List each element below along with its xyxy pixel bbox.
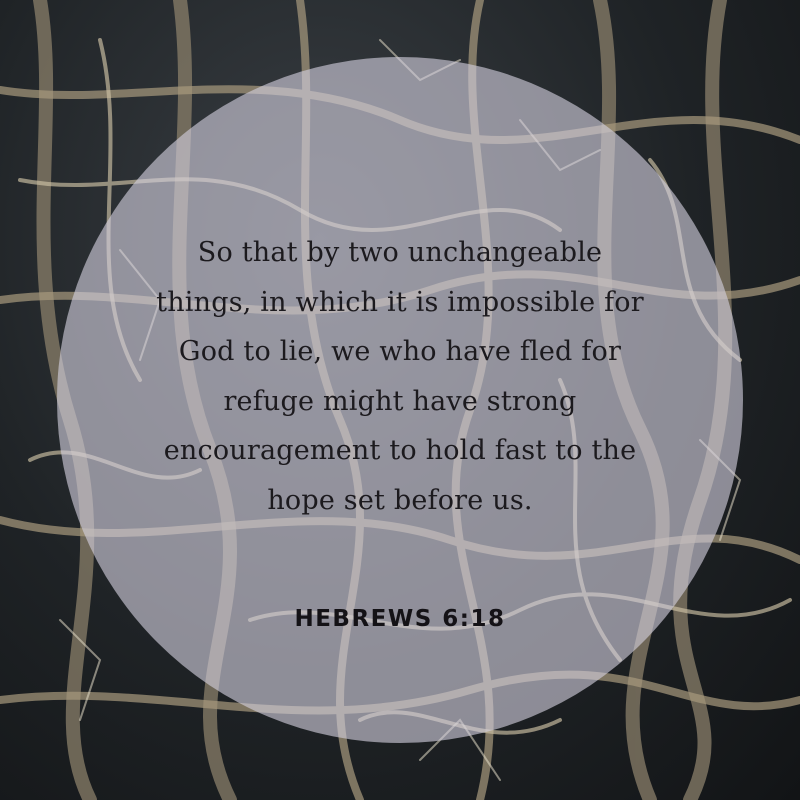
- verse-line: encouragement to hold fast to the: [163, 435, 637, 467]
- bible-verse-quote: [100, 228, 700, 526]
- verse-line: things, in which it is impossible for: [156, 286, 644, 318]
- verse-reference: HEBREWS 6:18: [294, 606, 506, 632]
- verse-line: God to lie, we who have fled for: [178, 336, 622, 368]
- verse-line: hope set before us.: [267, 484, 533, 516]
- verse-line: refuge might have strong: [223, 385, 577, 417]
- verse-line: So that by two unchangeable: [197, 237, 603, 268]
